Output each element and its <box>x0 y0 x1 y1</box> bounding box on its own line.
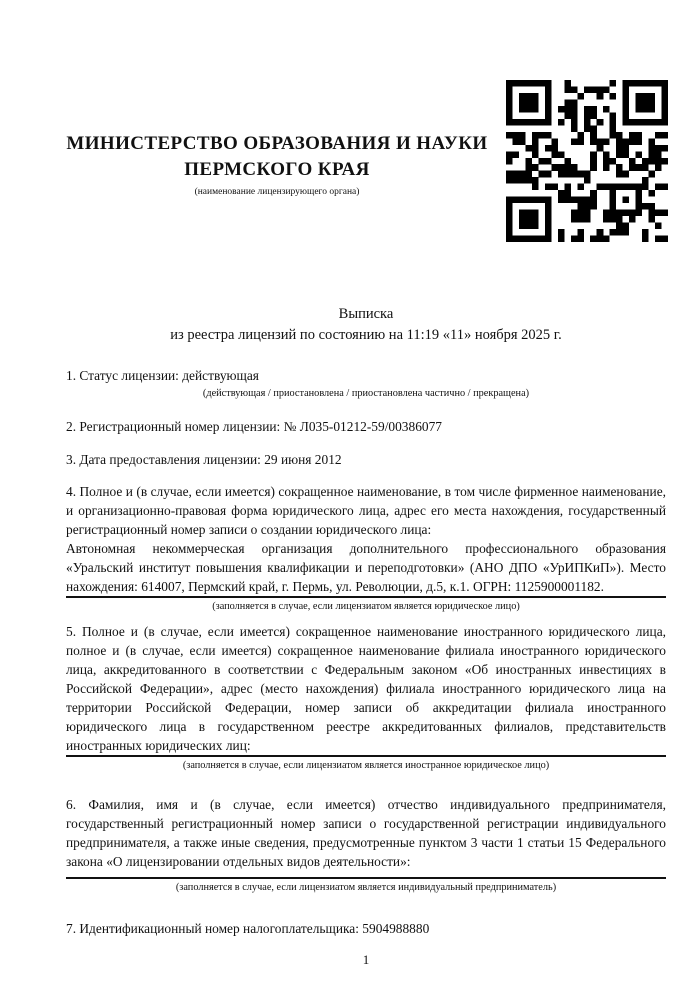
item-5-note: (заполняется в случае, если лицензиатом является иностранное юридическое лицо) <box>182 760 550 771</box>
item-4-value: Автономная некоммерческая организация дополнительного профессионального образования «Уральский институт повышения квалификации и переподготовки» (АНО ДПО «УрИПКиП»). Место нахождения: 614007, Пермский край, г. Пермь, ул. Революции, д.5, к.1. ОГРН: 1125900001182. <box>66 541 666 594</box>
item-5-text: 5. Полное и (в случае, если имеется) сокращенное наименование иностранного юридического лица, полное и (в случае, если имеется) сокращенное наименование филиала иностранного юридического лица, аккредитованного в соответствии с Федеральным законом «Об иностранных инвестициях в Российской Федерации», адрес (место нахождения) филиала иностранного юридического лица на территории Российской Федерации, номер записи об аккредитации филиала иностранного юридического лица в государственном реестре аккредитованных филиалов, представительств иностранных юридических лиц: <box>66 624 666 753</box>
item-6-note: (заполняется в случае, если лицензиатом является индивидуальный предприниматель) <box>175 882 557 893</box>
item-7-taxpayer-number: 7. Идентификационный номер налогоплательщика: 5904988880 <box>66 921 430 936</box>
item-4-blank-line <box>66 596 666 598</box>
licensing-authority-name <box>66 131 488 183</box>
item-6-text: 6. Фамилия, имя и (в случае, если имеется) отчество индивидуального предпринимателя, государственный регистрационный номер записи о государственной регистрации индивидуального предпринимателя, а также иные сведения, предусмотренные пунктом 3 части 1 статьи 15 Федерального закона «О лицензировании отдельных видов деятельности»: <box>66 797 666 869</box>
title-line2: из реестра лицензий по состоянию на 11:19 «11» ноября 2025 г. <box>170 327 562 343</box>
item-4-note: (заполняется в случае, если лицензиатом является юридическое лицо) <box>212 601 520 612</box>
item-6-blank-line <box>66 877 666 879</box>
authority-name-line2: ПЕРМСКОГО КРАЯ <box>184 159 370 180</box>
item-5-blank-line <box>66 755 666 757</box>
page-number: 1 <box>362 952 370 967</box>
title-line1: Выписка <box>338 306 394 322</box>
licensing-authority-block <box>66 131 488 197</box>
document-title <box>66 304 666 346</box>
item-1-note: (действующая / приостановлена / приостановлена частично / прекращена) <box>202 388 530 399</box>
item-6-individual-entrepreneur <box>66 795 666 895</box>
authority-caption: (наименование лицензирующего органа) <box>194 187 360 197</box>
item-2-registration-number: 2. Регистрационный номер лицензии: № Л035-01212-59/00386077 <box>66 419 442 434</box>
item-1-license-status <box>66 366 666 401</box>
item-3-license-date: 3. Дата предоставления лицензии: 29 июня 2012 <box>66 452 342 467</box>
document-body <box>66 366 666 969</box>
item-1-text: 1. Статус лицензии: действующая <box>66 368 259 383</box>
item-5-foreign-entity <box>66 622 666 773</box>
qr-code <box>506 80 668 242</box>
item-4-legal-entity <box>66 482 666 614</box>
item-4-text: 4. Полное и (в случае, если имеется) сокращенное наименование, в том числе фирменное наименование, и организационно-правовая форма юридического лица, адрес его места нахождения, государственный регистрационный номер записи о создании юридического лица: <box>66 484 666 537</box>
authority-name-line1: МИНИСТЕРСТВО ОБРАЗОВАНИЯ И НАУКИ <box>66 133 488 154</box>
